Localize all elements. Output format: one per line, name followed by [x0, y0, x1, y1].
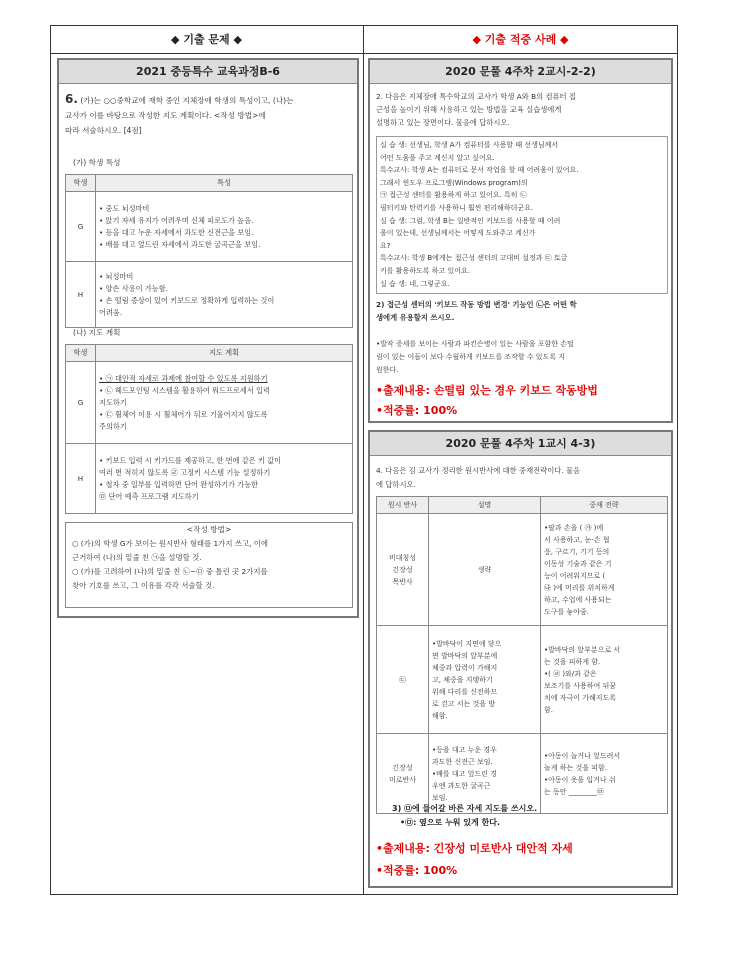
- reflex-strategy-table: [376, 496, 668, 814]
- section-b-label: (나) 지도 계획: [73, 328, 121, 337]
- right2-answer: •㉤: 옆으로 누워 있게 한다.: [400, 818, 501, 827]
- student-cell: H: [66, 262, 96, 328]
- table-row: [66, 444, 353, 514]
- method-line: ○ (가)의 학생 G가 보이는 원시반사 형태를 1가지 쓰고, 이에: [72, 539, 269, 548]
- table-row: [66, 362, 353, 444]
- left-header: ◆ 기출 문제 ◆: [171, 33, 242, 46]
- student-cell: G: [66, 362, 96, 444]
- right2-subquestion: 3) ㉤에 들어갈 바른 자세 지도를 쓰시오. •㉤: 옆으로 누워 있게 한다.: [392, 802, 537, 830]
- question-stem: [65, 92, 353, 138]
- right2-title: 2020 문풀 4주차 1교시 4-3): [370, 432, 671, 456]
- student-cell: H: [66, 444, 96, 514]
- th-traits: 특성: [96, 175, 353, 192]
- table-row: [66, 262, 353, 328]
- stem-line-1: (가)는 ○○중학교에 재학 중인 지체장애 학생의 특성이고, (나)는: [80, 96, 294, 105]
- th-desc: 설명: [429, 497, 541, 514]
- student-traits-table: [65, 174, 353, 328]
- right1-question: 2. 다음은 지체장애 특수학교의 교사가 학생 A와 B의 컴퓨터 접 근성을 높이기 위해 사용하고 있는 방법을 교육 실습생에게 설명하고 있는 장면이다. 물음에 답하시오.: [376, 92, 576, 127]
- right2-rate: •적중률: 100%: [376, 864, 458, 877]
- right-hit-box-1: [368, 58, 673, 423]
- right1-title: 2020 문풀 4주차 2교시-2-2): [370, 60, 671, 84]
- guidance-plan-table: [65, 344, 353, 514]
- method-line: ○ (가)를 고려하여 (나)의 밑줄 친 ㉡~㉤ 중 틀린 곳 2가지를: [72, 567, 268, 576]
- question-number: 6.: [65, 92, 78, 106]
- right2-topic: •출제내용: 긴장성 미로반사 대안적 자세: [376, 842, 573, 855]
- stem-line-3: 따라 서술하시오. [4점]: [65, 126, 142, 135]
- plan-cell: • 키보드 입력 시 키가드를 제공하고, 한 번에 같은 키 값이 여러 번 적히지 않도록 ㉣ 고정키 시스템 기능 설정하기 • 철자 중 일부를 입력하면 단어 완성하기가 가능한 ㉤ 단어 예측 프로그램 지도하기: [96, 444, 353, 514]
- table-row: 긴장성 미로반사 •등을 대고 누운 경우 과도한 신전근 보임. •배를 대고 엎드린 경 우엔 과도한 굴곡근 보임. •아동이 늘거나 엎드려서 놀게 하는 것을 피함. •아동이 옷을 입거나 쉬 는 동안 ________㉤: [377, 734, 668, 814]
- th-reflex: 원시 반사: [377, 497, 429, 514]
- traits-cell: • 중도 뇌성마비 • 앉기 자세 유지가 어려우며 신체 피로도가 높음. • 등을 대고 누운 자세에서 과도한 신전근을 보임. • 배를 대고 엎드린 자세에서 과도한 굴곡근을 보임.: [96, 192, 353, 262]
- right-hit-box-2: [368, 430, 673, 888]
- dialog-box: 실 습 생: 선생님, 학생 A가 컴퓨터를 사용할 때 선생님께서 어떤 도움을 주고 계신지 알고 싶어요. 특수교사: 학생 A는 컴퓨터로 문서 작업을 할 때 어려움이 있어요. 그래서 윈도우 프로그램(Windows program)의 ㉠ 접근성 센터를 활용하게 하고 있어요. 특히 ㉡ 필터키와 탄력키를 사용하니 훨씬 편리해하더군요. 실 습 생: 그럼, 학생 B는 일반적인 키보드를 사용할 때 어려 움이 있는데, 선생님께서는 어떻게 도와주고 계신가 요? 특수교사: 학생 B에게는 접근성 센터의 고대비 설정과 ㉢ 토글 키를 활용하도록 하고 있어요. 실 습 생: 네, 그렇군요.: [376, 136, 668, 294]
- plan-cell: • ㉠ 대안적 자세로 과제에 참여할 수 있도록 지원하기 • ㉡ 헤드포인팅 시스템을 활용하여 워드프로세서 입력 지도하기 • ㉢ 휠체어 이용 시 휠체어가 뒤로 기울어지지 않도록 주의하기: [96, 362, 353, 444]
- th-student: 학생: [66, 345, 96, 362]
- student-cell: G: [66, 192, 96, 262]
- right1-answer: •발작 증세를 보이는 사람과 파킨슨병이 있는 사람을 포함한 손떨 림이 있는 이들이 보다 수월하게 키보드를 조작할 수 있도록 지 원한다.: [376, 340, 574, 374]
- method-box: [65, 522, 353, 608]
- table-row: [66, 192, 353, 262]
- table-row: 비대칭성 긴장성 목반사 생략 •팔과 손을 ( ㉮ )에 서 사용하고, 눈-손 협 응, 구르기, 기기 등의 이동성 기술과 같은 기 능이 어려워지므로 ( ㉯ )에 머리를 위치하게 하고, 수업에 사용되는 도구를 놓아줌.: [377, 514, 668, 626]
- table-row: ㉢ •발바닥이 지면에 닿으 면 발바닥의 앞부분에 체중과 압력이 가해지 고, 체중을 지탱하기 위해 다리를 신전하므 로 걷고 서는 것을 방 해함. •발바닥의 앞부분으로 서 는 것을 피하게 함. •( ㉣ )와/과 같은 보조기를 사용하여 뒤꿈 치에 자극이 가해지도록 함.: [377, 626, 668, 734]
- th-student: 학생: [66, 175, 96, 192]
- section-a-label: (가) 학생 특성: [73, 158, 121, 167]
- stem-line-2: 교사가 이를 바탕으로 작성한 지도 계획이다. <작성 방법>에: [65, 111, 266, 120]
- right2-question: 4. 다음은 김 교사가 정리한 원시반사에 대한 중재전략이다. 물음 에 답하시오.: [376, 466, 581, 489]
- method-title: <작성 방법>: [186, 525, 232, 534]
- column-divider: [363, 25, 364, 895]
- right1-topic: •출제내용: 손떨림 있는 경우 키보드 작동방법: [376, 384, 598, 397]
- traits-cell: • 뇌성마비 • 양손 사용이 가능함. • 손 떨림 증상이 있어 키보드로 정확하게 입력하는 것이 어려움.: [96, 262, 353, 328]
- th-plan: 지도 계획: [96, 345, 353, 362]
- th-strategy: 중재 전략: [541, 497, 668, 514]
- left-question-box: [57, 58, 359, 618]
- left-box-title: 2021 중등특수 교육과정B-6: [59, 60, 357, 84]
- right1-rate: •적중률: 100%: [376, 404, 458, 417]
- method-line: 근거하여 (나)의 밑줄 친 ㉠을 설명할 것.: [72, 553, 202, 562]
- right-header: ◆ 기출 적중 사례 ◆: [472, 33, 569, 46]
- header-row: [50, 25, 678, 54]
- method-line: 찾아 기호를 쓰고, 그 이유를 각각 서술할 것.: [72, 581, 215, 590]
- right1-subquestion: 2) 접근성 센터의 '키보드 작동 방법 변경' 기능인 ㉡은 어떤 학 생에게 유용할지 쓰시오.: [376, 300, 577, 322]
